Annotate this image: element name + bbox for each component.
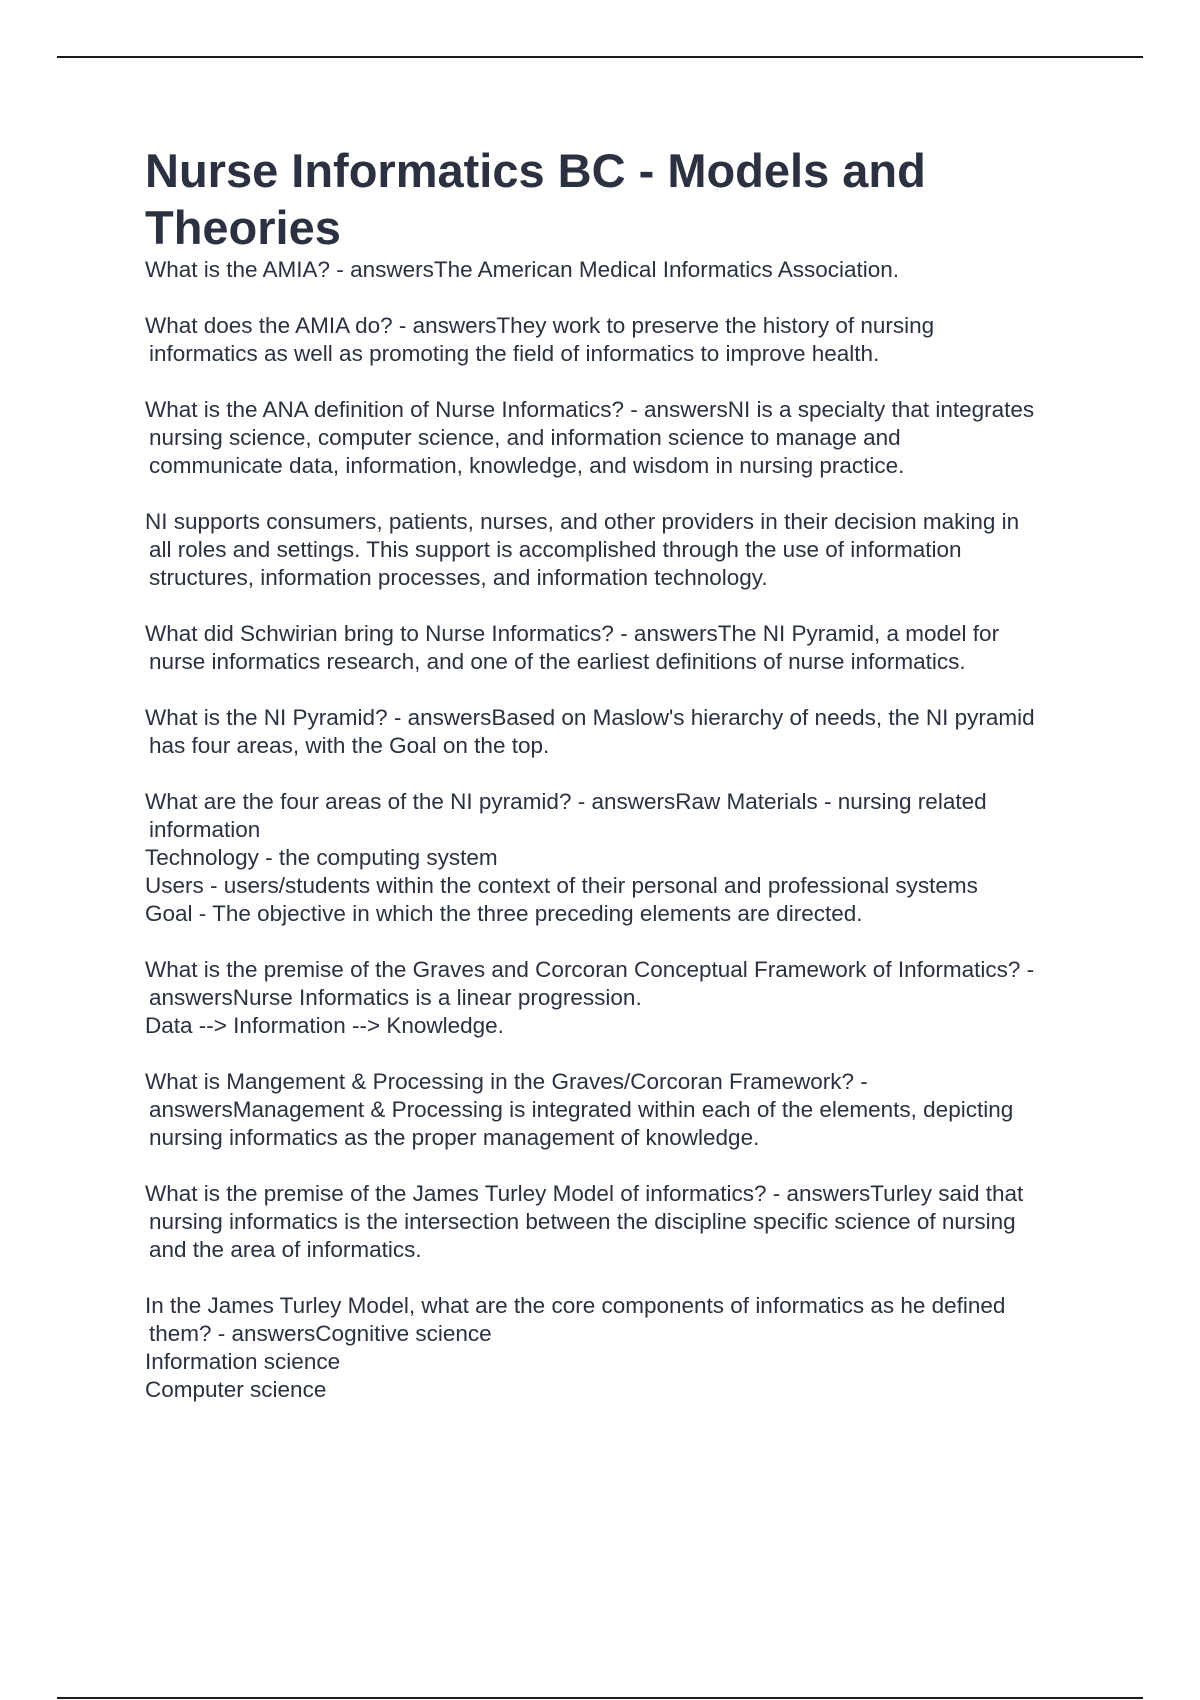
qa-entry-pyramid-areas — [145, 788, 1085, 928]
qa-entry-amia — [145, 256, 1085, 284]
entry-line: What are the four areas of the NI pyramid? - answersRaw Materials - nursing related — [145, 789, 987, 814]
qa-entry-turley-premise — [145, 1180, 1085, 1264]
entry-line: What did Schwirian bring to Nurse Informatics? - answersThe NI Pyramid, a model for — [145, 621, 1000, 646]
entry-line: all roles and settings. This support is accomplished through the use of information — [149, 537, 962, 562]
entry-line: Users - users/students within the context of their personal and professional systems — [145, 873, 978, 898]
entry-line: structures, information processes, and information technology. — [149, 565, 768, 590]
entry-line: nursing informatics as the proper management of knowledge. — [149, 1125, 760, 1150]
qa-entry-management-processing — [145, 1068, 1085, 1152]
qa-entry-graves-corcoran — [145, 956, 1085, 1040]
entry-line: information — [149, 817, 261, 842]
entry-line: In the James Turley Model, what are the core components of informatics as he defined — [145, 1293, 1006, 1318]
entry-line: communicate data, information, knowledge, and wisdom in nursing practice. — [149, 453, 905, 478]
qa-entry-turley-components — [145, 1292, 1085, 1404]
entry-line: them? - answersCognitive science — [149, 1321, 492, 1346]
qa-entry-amia-role — [145, 312, 1085, 368]
entry-line: What is the premise of the James Turley Model of informatics? - answersTurley said that — [145, 1181, 1024, 1206]
bottom-rule — [57, 1697, 1143, 1699]
entry-line: has four areas, with the Goal on the top. — [149, 733, 550, 758]
entry-line: What is the AMIA? - answersThe American Medical Informatics Association. — [145, 257, 900, 282]
entry-line: answersManagement & Processing is integrated within each of the elements, depicting — [149, 1097, 1014, 1122]
entry-line: Technology - the computing system — [145, 845, 498, 870]
entry-line: What is the NI Pyramid? - answersBased on Maslow's hierarchy of needs, the NI pyramid — [145, 705, 1035, 730]
top-rule — [57, 56, 1143, 58]
entry-line: and the area of informatics. — [149, 1237, 422, 1262]
entry-line: What is Mangement & Processing in the Graves/Corcoran Framework? - — [145, 1069, 868, 1094]
entry-line: nursing informatics is the intersection between the discipline specific science of nursing — [149, 1209, 1016, 1234]
qa-entry-ni-supports — [145, 508, 1085, 592]
entry-line: informatics as well as promoting the field of informatics to improve health. — [149, 341, 880, 366]
entry-line: What is the ANA definition of Nurse Informatics? - answersNI is a specialty that integrates — [145, 397, 1035, 422]
entry-line: What is the premise of the Graves and Corcoran Conceptual Framework of Informatics? - — [145, 957, 1035, 982]
qa-entry-ana-definition — [145, 396, 1085, 480]
document-body — [145, 142, 1085, 1404]
document-title: Nurse Informatics BC - Models and Theories — [145, 144, 926, 254]
entry-line: Goal - The objective in which the three preceding elements are directed. — [145, 901, 863, 926]
qa-entry-ni-pyramid — [145, 704, 1085, 760]
entry-line: Computer science — [145, 1377, 327, 1402]
entry-line: answersNurse Informatics is a linear progression. — [149, 985, 642, 1010]
qa-entry-schwirian — [145, 620, 1085, 676]
entry-line: nurse informatics research, and one of the earliest definitions of nurse informatics. — [149, 649, 966, 674]
entry-line: NI supports consumers, patients, nurses, and other providers in their decision making in — [145, 509, 1020, 534]
entry-line: nursing science, computer science, and information science to manage and — [149, 425, 901, 450]
entry-line: Data --> Information --> Knowledge. — [145, 1013, 504, 1038]
entry-line: What does the AMIA do? - answersThey work to preserve the history of nursing — [145, 313, 935, 338]
entry-line: Information science — [145, 1349, 341, 1374]
